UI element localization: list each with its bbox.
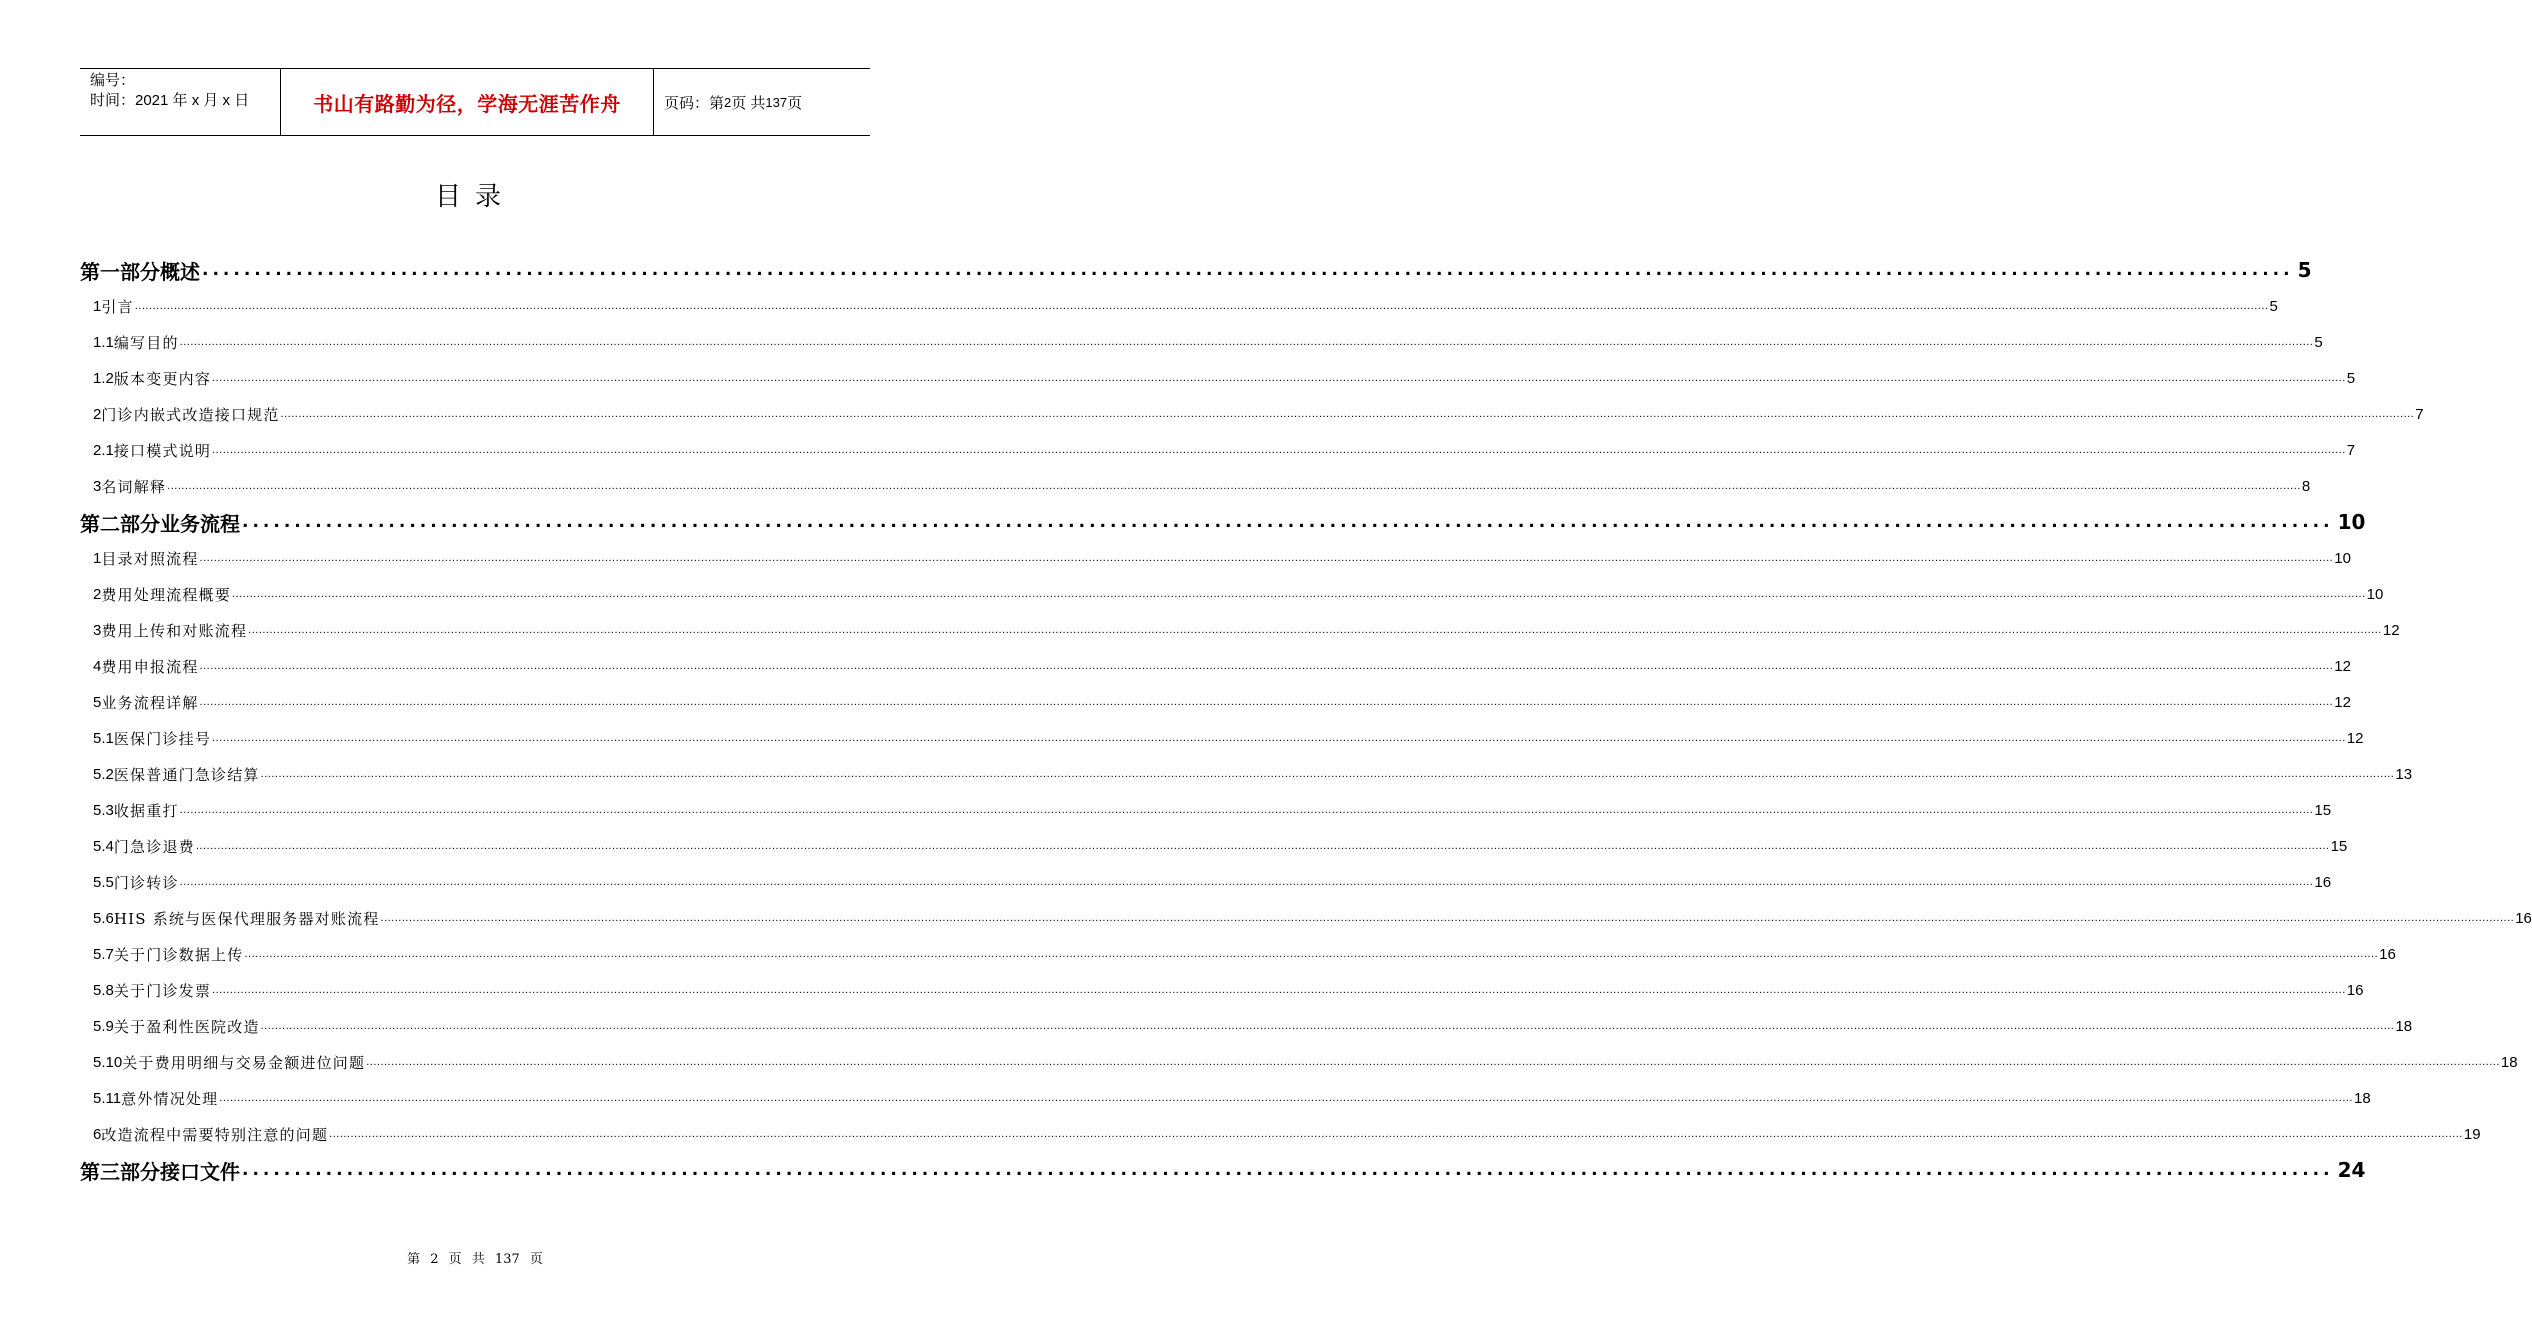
header-page-total: 137 (765, 94, 788, 110)
toc-entry-page: 18 (2395, 1017, 2413, 1035)
toc-entry-number: 4 (93, 657, 102, 675)
toc-leader-dots: ........................................................................................................................................................................................................................................................................................................................................................................................................................................................................................................................................................................................................................ (199, 696, 2334, 708)
toc-leader-dots: ........................................................................................................................................................................................................................................................................................................................................................................................................................................................................................................................................................................................................................ (199, 660, 2334, 672)
toc-entry-number: 3 (93, 477, 102, 495)
toc-entry-title: 关于门诊数据上传 (113, 945, 244, 964)
toc-leader-dots: ........................................................................................................................................................................................................................................................................................................................................................................................................................................................................................................................................................................................................................ (260, 768, 2395, 780)
toc-leader-dots: ........................................................................................................................................................................................................................................................................................................................................................................................................................................................................................................................................................................................................................ (231, 588, 2366, 600)
toc-entry-row[interactable] (80, 792, 2332, 828)
toc-leader-dots: ........................................................................................................................................................................................................................................................................................................................................................................................................................................................................................................................................................................................................................ (167, 480, 2301, 492)
header-left-cell (80, 69, 281, 135)
toc-leader-dots: ........................................................................................................................................................................................................................................................................................................................................................................................................................................................................................................................................................................................................................ (134, 300, 2269, 312)
toc-entry-title: 版本变更内容 (113, 369, 212, 388)
header-table (80, 68, 870, 136)
toc-leader-dots: ........................................................................................................................................................................................................ (242, 1160, 2334, 1180)
toc-leader-dots: ........................................................................................................................................................................................................................................................................................................................................................................................................................................................................................................................................................................................................................ (212, 984, 2346, 996)
page-footer: 第 2 页 共 137 页 (407, 1252, 543, 1267)
toc-entry-title: 接口模式说明 (113, 441, 212, 460)
toc-leader-dots: ........................................................................................................................................................................................................................................................................................................................................................................................................................................................................................................................................................................................................................ (179, 804, 2314, 816)
toc-entry-title: 引言 (101, 297, 134, 316)
toc-entry-number: 5.5 (93, 873, 114, 891)
toc-entry-page: 10 (2366, 585, 2384, 603)
toc-entry-title: 费用上传和对账流程 (101, 621, 248, 640)
toc-leader-dots: ........................................................................................................................................................................................................................................................................................................................................................................................................................................................................................................................................................................................................................ (212, 372, 2346, 384)
toc-part-row[interactable] (80, 1152, 2366, 1188)
toc-entry-row[interactable] (80, 828, 2348, 864)
toc-entry-page: 12 (2346, 729, 2364, 747)
toc-entry-title: 目录对照流程 (101, 549, 199, 568)
toc-entry-row[interactable] (80, 648, 2351, 684)
toc-entry-page: 12 (2334, 693, 2351, 711)
toc-entry-page: 12 (2382, 621, 2400, 639)
toc-entry-title: 医保普通门急诊结算 (113, 765, 260, 784)
toc-entry-page: 8 (2301, 477, 2311, 495)
toc-entry-number: 1 (93, 297, 102, 315)
toc-leader-dots: ........................................................................................................................................................................................................................................................................................................................................................................................................................................................................................................................................................................................................................ (179, 876, 2314, 888)
toc-title: 目录 (434, 182, 515, 212)
toc-entry-row[interactable] (80, 1116, 2481, 1152)
toc-entry-page: 16 (2515, 909, 2532, 927)
toc-entry-row[interactable] (80, 360, 2356, 396)
toc-part-label: 第三部分 (80, 1159, 160, 1184)
toc-leader-dots: ........................................................................................................................................................................................................................................................................................................................................................................................................................................................................................................................................................................................................................ (280, 408, 2415, 420)
header-page-cell (654, 69, 870, 135)
toc-entry-page: 7 (2415, 405, 2424, 423)
toc-entry-row[interactable] (80, 900, 2532, 936)
toc-entry-row[interactable] (80, 756, 2413, 792)
toc-entry-row[interactable] (80, 864, 2332, 900)
toc-entry-number: 1.1 (93, 333, 114, 351)
toc-leader-dots: ........................................................................................................................................................................................................................................................................................................................................................................................................................................................................................................................................................................................................................ (179, 336, 2314, 348)
toc-entry-number: 5.9 (93, 1017, 114, 1035)
toc-leader-dots: ........................................................................................................................................................................................................ (202, 260, 2294, 280)
toc-leader-dots: ........................................................................................................................................................................................................................................................................................................................................................................................................................................................................................................................................................................................................................ (219, 1092, 2353, 1104)
toc-leader-dots: ........................................................................................................................................................................................................................................................................................................................................................................................................................................................................................................................................................................................................................ (212, 732, 2346, 744)
toc-entry-row[interactable] (80, 540, 2351, 576)
toc-entry-title: 意外情况处理 (121, 1089, 219, 1108)
toc-entry-number: 6 (93, 1125, 102, 1143)
toc-entry-title: 医保门诊挂号 (113, 729, 212, 748)
toc-part-page: 5 (2297, 258, 2312, 282)
header-motto-cell (281, 69, 654, 135)
toc-entry-title: 关于盈利性医院改造 (113, 1017, 260, 1036)
toc-entry-title: 门诊转诊 (113, 873, 179, 892)
toc-entry-page: 13 (2395, 765, 2413, 783)
toc-entry-row[interactable] (80, 576, 2384, 612)
toc-entry-page: 5 (2346, 369, 2356, 387)
toc-entry-number: 5.4 (93, 837, 114, 855)
header-page-text-c: 页 (787, 94, 803, 112)
toc-part-row[interactable] (80, 252, 2312, 288)
toc-entry-page: 16 (2346, 981, 2364, 999)
toc-entry-row[interactable] (80, 288, 2278, 324)
toc-part-row[interactable] (80, 504, 2366, 540)
toc-part-page: 24 (2337, 1158, 2366, 1182)
toc-entry-row[interactable] (80, 432, 2356, 468)
toc-part-page: 10 (2337, 510, 2366, 534)
header-page-text-a: 页码：第 (664, 94, 725, 112)
toc-entry-title: 编写目的 (113, 333, 179, 352)
toc-entry-number: 1.2 (93, 369, 114, 387)
header-page-current: 2 (724, 94, 732, 110)
toc-entry-number: 2.1 (93, 441, 114, 459)
toc-entry-number: 5.1 (93, 729, 114, 747)
toc-entry-row[interactable] (80, 468, 2311, 504)
toc-entry-row[interactable] (80, 720, 2364, 756)
toc-leader-dots: ........................................................................................................................................................................................................................................................................................................................................................................................................................................................................................................................................................................................................................ (195, 840, 2330, 852)
toc-leader-dots: ........................................................................................................................................................................................................ (242, 512, 2334, 532)
toc-entry-title: 费用申报流程 (101, 657, 199, 676)
toc-part-title: 接口文件 (160, 1159, 240, 1184)
toc-leader-dots: ........................................................................................................................................................................................................................................................................................................................................................................................................................................................................................................................................................................................................................ (199, 552, 2334, 564)
toc-entry-page: 5 (2269, 297, 2278, 315)
toc-entry-number: 5.8 (93, 981, 114, 999)
toc-entry-number: 2 (93, 405, 102, 423)
toc-entry-page: 18 (2500, 1053, 2518, 1071)
toc-leader-dots: ........................................................................................................................................................................................................................................................................................................................................................................................................................................................................................................................................................................................................................ (329, 1128, 2463, 1140)
table-of-contents (80, 252, 2532, 1188)
toc-entry-page: 16 (2314, 873, 2332, 891)
header-page-text-b: 页 共 (731, 94, 766, 112)
toc-entry-number: 5.11 (93, 1089, 122, 1107)
toc-part-label: 第二部分 (80, 511, 160, 536)
toc-entry-number: 5 (93, 693, 102, 711)
toc-part-title: 概述 (160, 259, 200, 284)
toc-part-title: 业务流程 (160, 511, 240, 536)
toc-leader-dots: ........................................................................................................................................................................................................................................................................................................................................................................................................................................................................................................................................................................................................................ (366, 1056, 2500, 1068)
toc-entry-row[interactable] (80, 1008, 2413, 1044)
toc-entry-row[interactable] (80, 1080, 2371, 1116)
toc-entry-number: 1 (93, 549, 102, 567)
toc-entry-page: 16 (2379, 945, 2396, 963)
toc-entry-title: 关于费用明细与交易金额进位问题 (122, 1053, 366, 1072)
toc-leader-dots: ........................................................................................................................................................................................................................................................................................................................................................................................................................................................................................................................................................................................................................ (380, 912, 2515, 924)
toc-entry-row[interactable] (80, 684, 2351, 720)
toc-entry-title: HIS 系统与医保代理服务器对账流程 (113, 909, 380, 928)
toc-entry-row[interactable] (80, 936, 2396, 972)
header-motto: 书山有路勤为径，学海无涯苦作舟 (313, 91, 621, 116)
toc-leader-dots: ........................................................................................................................................................................................................................................................................................................................................................................................................................................................................................................................................................................................................................ (248, 624, 2382, 636)
toc-entry-number: 2 (93, 585, 102, 603)
toc-entry-number: 5.6 (93, 909, 114, 927)
toc-entry-title: 改造流程中需要特别注意的问题 (101, 1125, 329, 1144)
toc-entry-title: 门诊内嵌式改造接口规范 (101, 405, 280, 424)
toc-entry-row[interactable] (80, 1044, 2518, 1080)
toc-leader-dots: ........................................................................................................................................................................................................................................................................................................................................................................................................................................................................................................................................................................................................................ (260, 1020, 2395, 1032)
toc-leader-dots: ........................................................................................................................................................................................................................................................................................................................................................................................................................................................................................................................................................................................................................ (212, 444, 2346, 456)
toc-entry-row[interactable] (80, 972, 2364, 1008)
toc-entry-page: 19 (2463, 1125, 2481, 1143)
toc-entry-number: 5.2 (93, 765, 114, 783)
toc-leader-dots: ........................................................................................................................................................................................................................................................................................................................................................................................................................................................................................................................................................................................................................ (244, 948, 2379, 960)
header-code-label: 编号： (90, 72, 136, 89)
toc-entry-title: 名词解释 (101, 477, 167, 496)
toc-entry-page: 15 (2330, 837, 2348, 855)
toc-entry-title: 关于门诊发票 (113, 981, 212, 1000)
toc-entry-row[interactable] (80, 396, 2424, 432)
toc-entry-page: 10 (2334, 549, 2351, 567)
toc-entry-page: 18 (2354, 1089, 2371, 1107)
toc-entry-page: 5 (2314, 333, 2323, 351)
toc-entry-title: 门急诊退费 (113, 837, 195, 856)
toc-entry-number: 3 (93, 621, 102, 639)
toc-entry-title: 费用处理流程概要 (101, 585, 231, 604)
toc-entry-title: 业务流程详解 (101, 693, 199, 712)
toc-entry-number: 5.10 (93, 1053, 123, 1071)
toc-entry-page: 15 (2314, 801, 2332, 819)
toc-entry-row[interactable] (80, 612, 2400, 648)
toc-entry-page: 7 (2346, 441, 2356, 459)
toc-entry-number: 5.3 (93, 801, 114, 819)
toc-entry-title: 收据重打 (113, 801, 179, 820)
toc-part-label: 第一部分 (80, 259, 160, 284)
toc-entry-row[interactable] (80, 324, 2323, 360)
toc-entry-page: 12 (2334, 657, 2351, 675)
toc-entry-number: 5.7 (93, 945, 114, 963)
header-date: 时间：2021 年 x 月 x 日 (90, 92, 250, 109)
